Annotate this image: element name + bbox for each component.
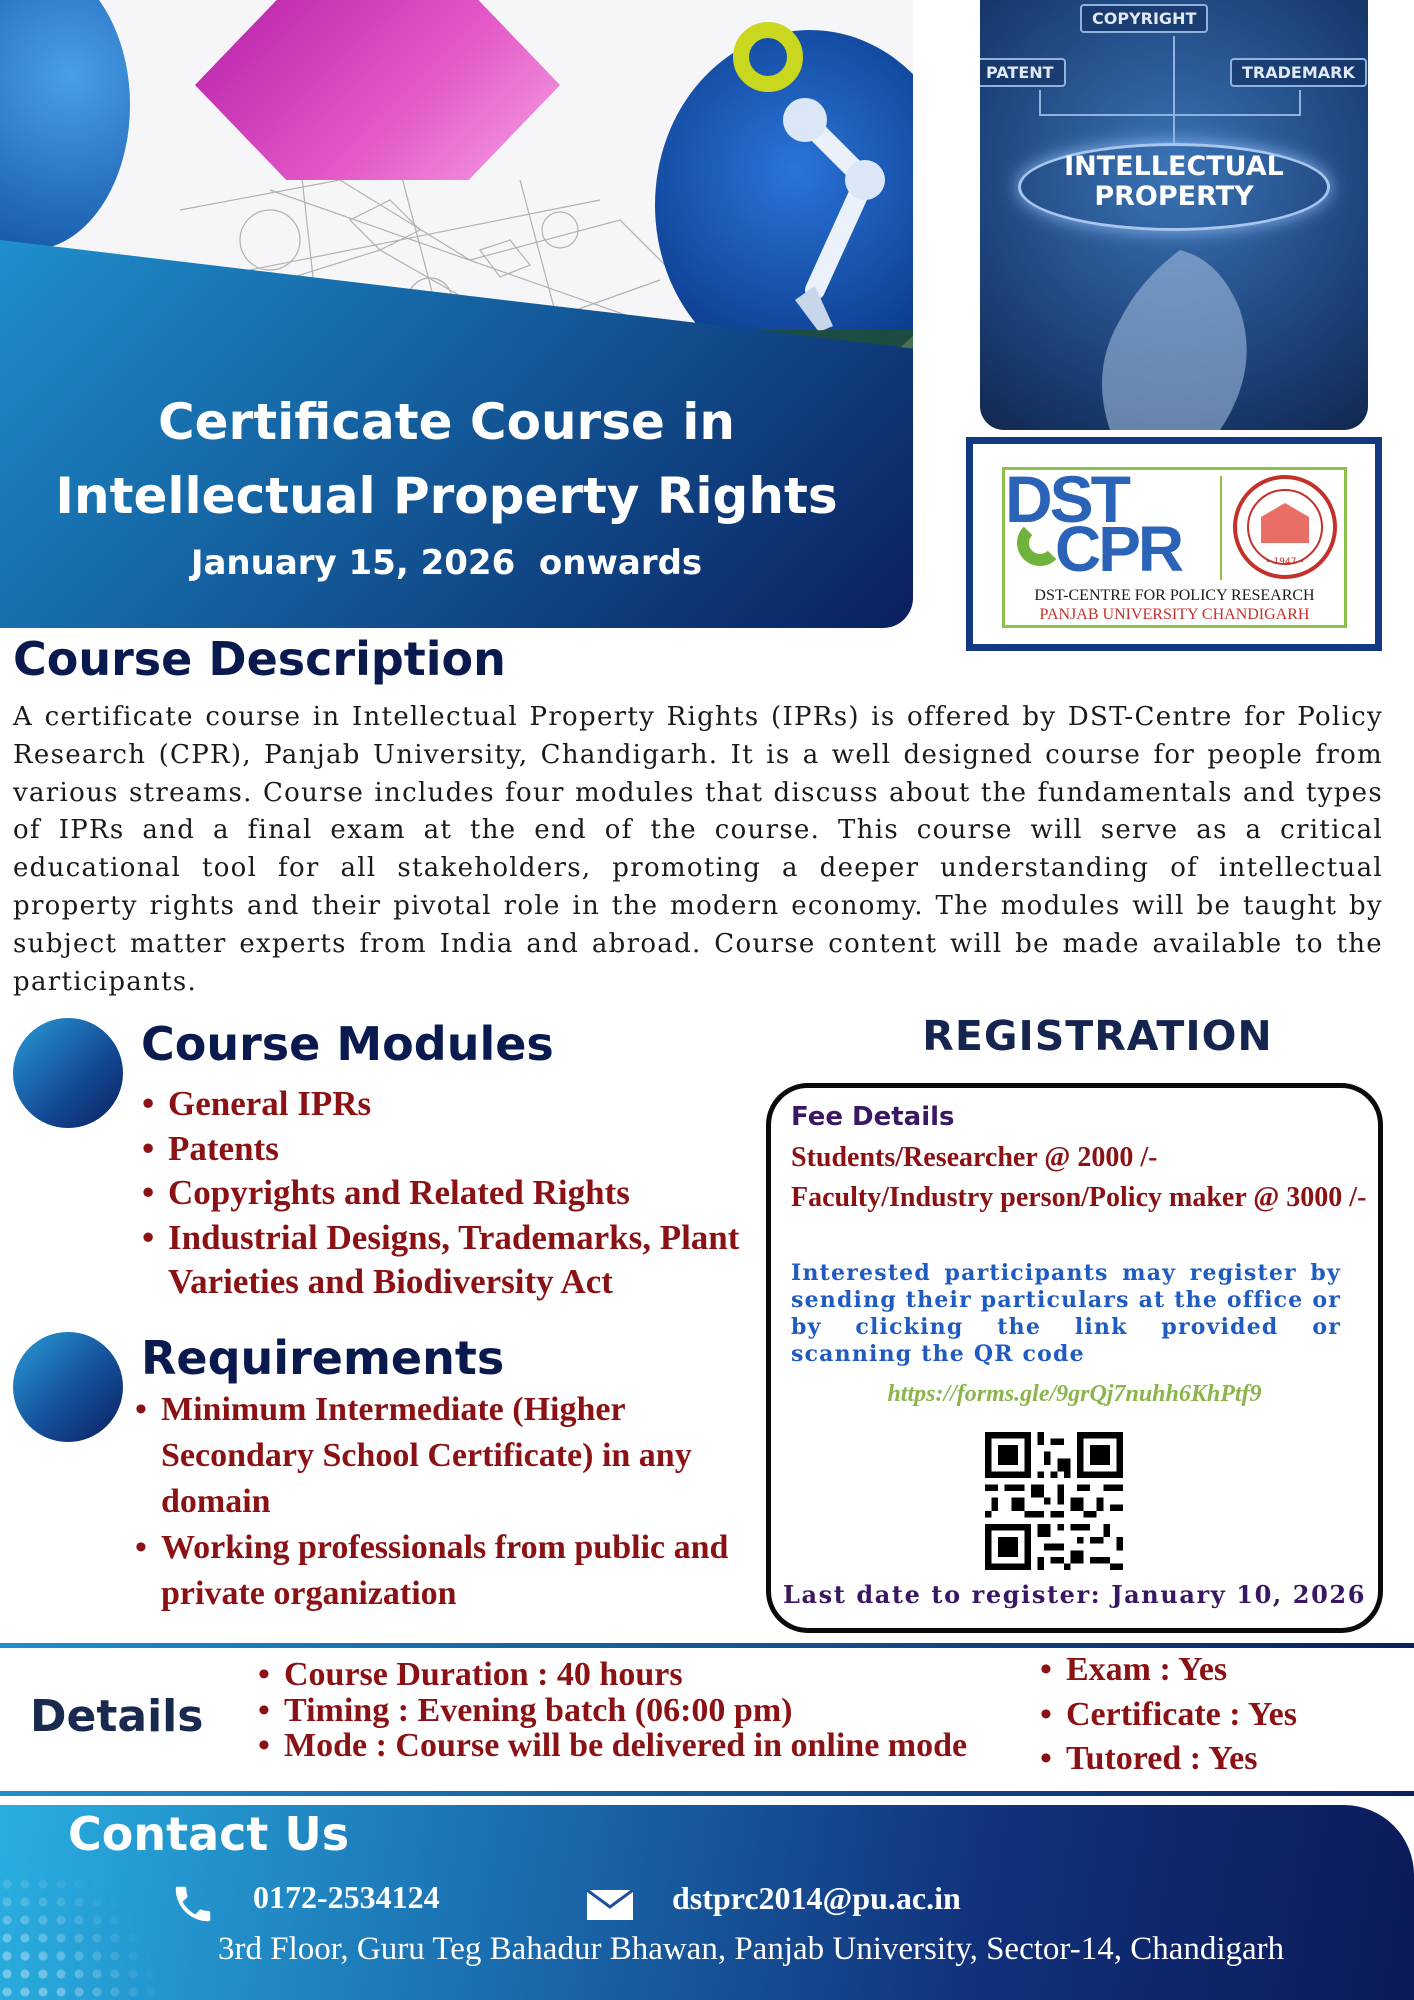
fee-details-label: Fee Details [791,1102,955,1132]
requirements-list [135,1387,755,1617]
list-item: • Timing : Evening batch (06:00 pm) [258,1693,1018,1729]
list-item: • Certificate : Yes [1040,1693,1400,1738]
requirements-circle-icon [13,1332,123,1442]
contact-address: 3rd Floor, Guru Teg Bahadur Bhawan, Panjab University, Sector-14, Chandigarh [218,1931,1285,1967]
logo-cpr-text: CPR [1055,513,1182,585]
phone-icon [170,1881,216,1927]
list-item: • Copyrights and Related Rights [142,1171,762,1216]
qr-code[interactable] [985,1432,1123,1570]
requirements-heading: Requirements [141,1331,505,1385]
title-line-1: Certificate Course in [157,393,736,451]
dst-cpr-logo [1002,462,1347,628]
list-item: • Minimum Intermediate (Higher Secondary School Certificate) in any domain [135,1387,755,1525]
logo-caption-1: DST-CENTRE FOR POLICY RESEARCH [1034,587,1315,604]
list-item: • Industrial Designs, Trademarks, Plant Varieties and Biodiversity Act [142,1216,762,1305]
green-ring-decor [733,22,803,92]
page-title [0,385,893,533]
ip-line-1: INTELLECTUAL [1064,151,1284,182]
trademark-tag: TRADEMARK [1230,58,1367,87]
details-heading: Details [30,1691,204,1742]
seal-year: • 1947 • [1265,557,1305,567]
list-item: • Mode : Course will be delivered in online mode [258,1728,1018,1764]
list-item: • Exam : Yes [1040,1648,1400,1693]
ip-line-2: PROPERTY [1094,181,1254,212]
course-description-heading: Course Description [13,632,506,686]
list-item: • Working professionals from public and private organization [135,1525,755,1617]
modules-circle-icon [13,1018,123,1128]
university-seal-icon [1233,475,1337,579]
fee-faculty: Faculty/Industry person/Policy maker @ 3000 /- [791,1182,1367,1213]
fee-students: Students/Researcher @ 2000 /- [791,1142,1158,1173]
list-item: • Patents [142,1127,762,1172]
contact-section [0,1805,1414,2000]
course-flags-list [1040,1648,1400,1782]
intellectual-property-image [980,0,1368,430]
divider-bottom [0,1791,1414,1796]
list-item: • Tutored : Yes [1040,1737,1400,1782]
title-line-2: Intellectual Property Rights [55,467,838,525]
contact-phone[interactable]: 0172-2534124 [253,1879,440,1915]
list-item: • General IPRs [142,1082,762,1127]
registration-form-link[interactable]: https://forms.gle/9grQj7nuhh6KhPtf9 [887,1381,1262,1407]
registration-heading: REGISTRATION [922,1012,1273,1060]
course-start-date: January 15, 2026 onwards [190,543,703,583]
list-item: • Course Duration : 40 hours [258,1657,1018,1693]
fee-details [791,1138,1367,1218]
registration-deadline: Last date to register: January 10, 2026 [782,1580,1367,1609]
contact-heading: Contact Us [68,1807,350,1861]
course-details-list [258,1657,1018,1764]
logo-dst-text: DST [1005,462,1128,536]
patent-tag: PATENT [980,58,1066,87]
contact-email[interactable]: dstprc2014@pu.ac.in [672,1880,961,1916]
copyright-tag: COPYRIGHT [1080,4,1208,33]
registration-box [766,1083,1383,1633]
logo-caption-2: PANJAB UNIVERSITY CHANDIGARH [1039,606,1310,623]
dst-cpr-logo-box [966,437,1382,651]
course-modules-list [142,1082,762,1305]
course-description-text: A certificate course in Intellectual Property Rights (IPRs) is offered by DST-Centre for Policy Research (CPR), Panjab University, Chandigarh. It is a well designed course for people from various streams. Course includes four modules that discuss about the fundamentals and types of IPRs and a final exam at the end of the course. This course will serve as a critical educational tool for all stakeholders, promoting a deeper understanding of intellectual property rights and their pivotal role in the modern economy. The modules will be taught by subject matter experts from India and abroad. Course content will be made available to the participants. [13,702,1383,997]
course-modules-heading: Course Modules [141,1017,554,1071]
intellectual-property-label [980,152,1368,212]
logo-divider [1220,476,1222,580]
mail-icon [587,1890,633,1920]
registration-note: Interested participants may register by sending their particulars at the office or by clicking the link provided or scanning the QR code [791,1260,1341,1367]
